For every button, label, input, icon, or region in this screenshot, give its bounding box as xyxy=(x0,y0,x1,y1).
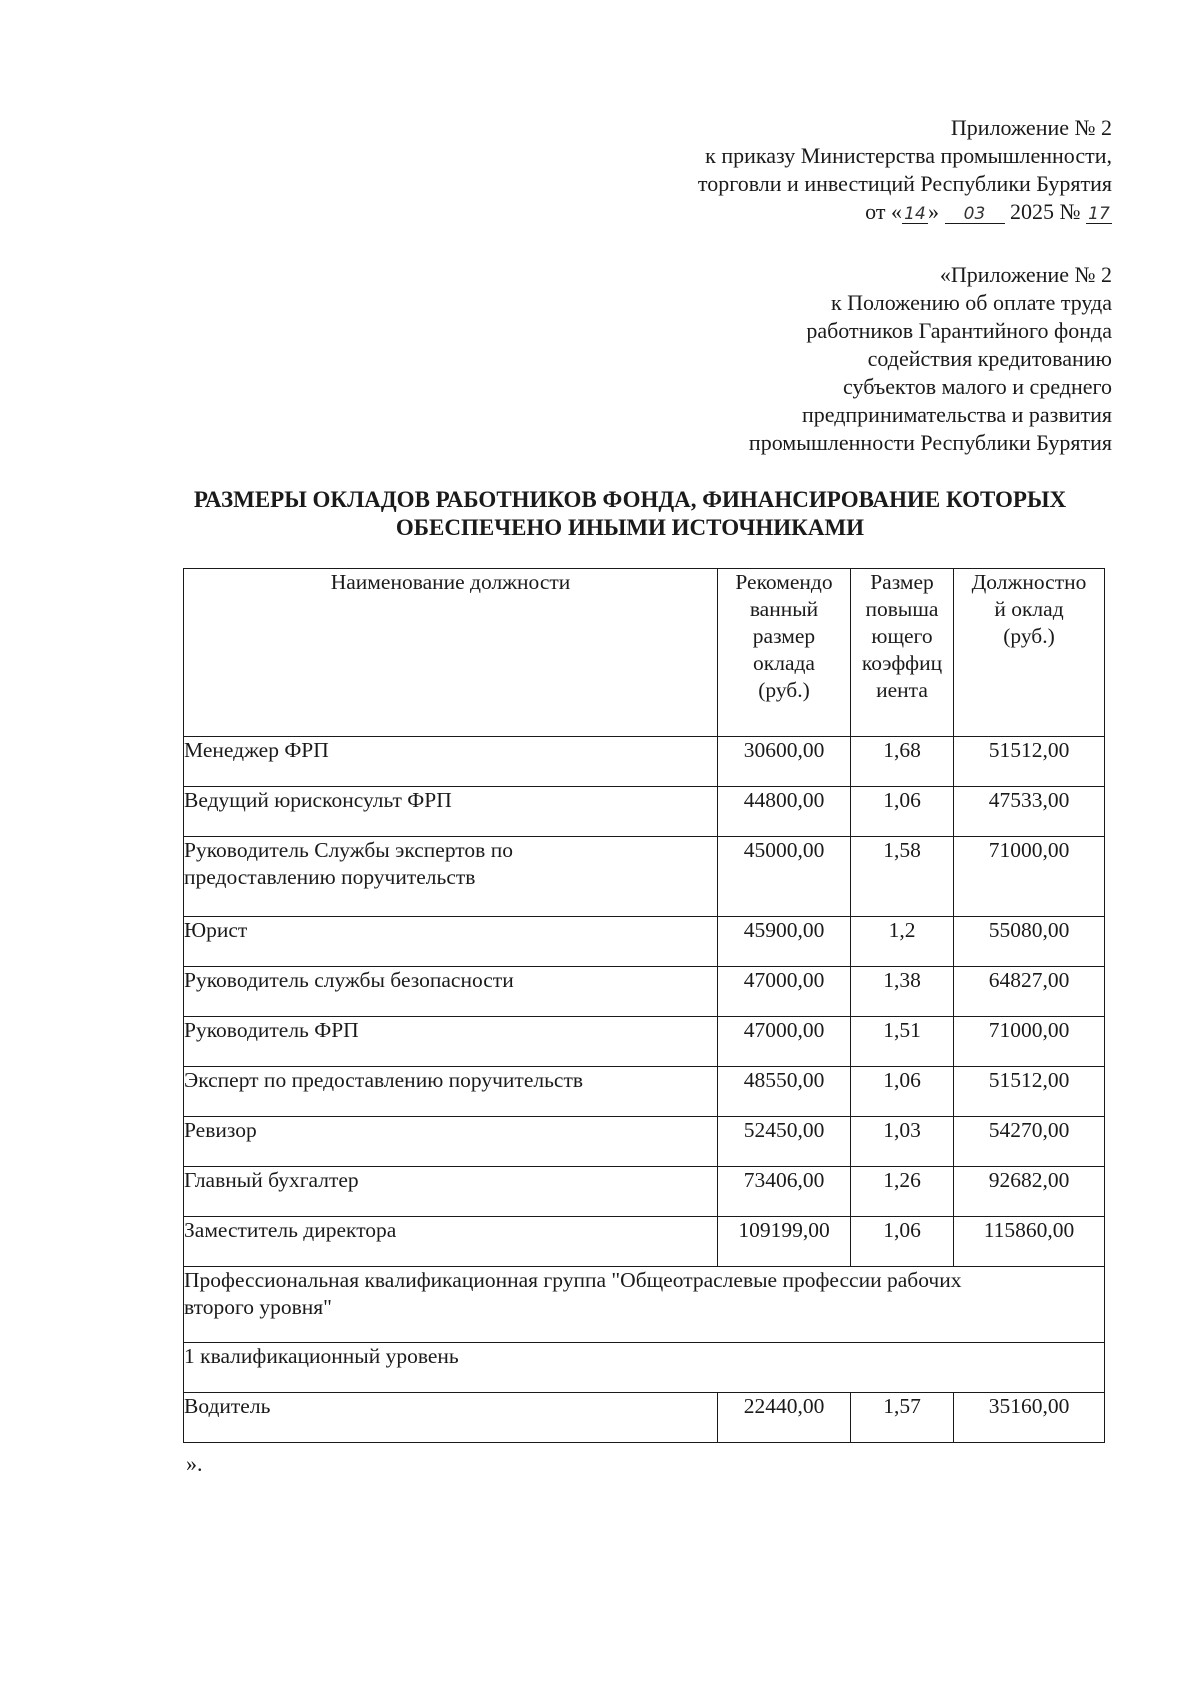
recommended-salary: 44800,00 xyxy=(718,787,851,837)
table-row xyxy=(184,1017,1105,1067)
table-row xyxy=(184,967,1105,1017)
table-row xyxy=(184,1217,1105,1267)
official-salary: 35160,00 xyxy=(954,1393,1105,1443)
position-name: Менеджер ФРП xyxy=(184,737,718,787)
qualification-group xyxy=(184,1267,1105,1343)
table-row xyxy=(184,737,1105,787)
header-line: повыша xyxy=(865,597,939,621)
coefficient: 1,26 xyxy=(851,1167,954,1217)
official-salary: 71000,00 xyxy=(954,837,1105,917)
coefficient: 1,06 xyxy=(851,1067,954,1117)
regulation-line: содействия кредитованию xyxy=(867,346,1112,371)
coefficient: 1,58 xyxy=(851,837,954,917)
position-name: Водитель xyxy=(184,1393,718,1443)
coefficient: 1,38 xyxy=(851,967,954,1017)
position-name: Ревизор xyxy=(184,1117,718,1167)
recommended-salary: 45000,00 xyxy=(718,837,851,917)
header-line: й оклад xyxy=(994,597,1064,621)
document-title xyxy=(150,486,1110,542)
official-salary: 51512,00 xyxy=(954,737,1105,787)
recommended-salary: 48550,00 xyxy=(718,1067,851,1117)
date-year: 2025 № xyxy=(1010,199,1081,224)
qualification-group-line: Профессиональная квалификационная группа "Общеотраслевые профессии рабочих xyxy=(184,1268,962,1292)
header-line: ющего xyxy=(871,624,933,648)
header-recommended-salary xyxy=(718,569,851,737)
level-row xyxy=(184,1343,1105,1393)
official-salary: 55080,00 xyxy=(954,917,1105,967)
handwritten-day: 14 xyxy=(902,205,928,224)
regulation-line: к Положению об оплате труда xyxy=(830,290,1112,315)
title-line: ОБЕСПЕЧЕНО ИНЫМИ ИСТОЧНИКАМИ xyxy=(395,515,865,540)
closing-quote: ». xyxy=(186,1451,203,1476)
recommended-salary: 30600,00 xyxy=(718,737,851,787)
header-line: коэффиц xyxy=(861,651,943,675)
official-salary: 47533,00 xyxy=(954,787,1105,837)
coefficient: 1,03 xyxy=(851,1117,954,1167)
header-line: размер xyxy=(752,624,816,648)
handwritten-number: 17 xyxy=(1086,205,1112,224)
table-row xyxy=(184,1393,1105,1443)
recommended-salary: 47000,00 xyxy=(718,967,851,1017)
recommended-salary: 22440,00 xyxy=(718,1393,851,1443)
official-salary: 71000,00 xyxy=(954,1017,1105,1067)
header-line: (руб.) xyxy=(1003,624,1055,648)
position-name: Заместитель директора xyxy=(184,1217,718,1267)
header-coefficient xyxy=(851,569,954,737)
table-row xyxy=(184,1167,1105,1217)
coefficient: 1,2 xyxy=(851,917,954,967)
recommended-salary: 47000,00 xyxy=(718,1017,851,1067)
order-appendix-line: Приложение № 2 xyxy=(950,115,1112,140)
salary-table xyxy=(183,568,1105,1443)
position-name: Руководитель службы безопасности xyxy=(184,967,718,1017)
coefficient: 1,06 xyxy=(851,1217,954,1267)
position-name: Руководитель ФРП xyxy=(184,1017,718,1067)
header-line: оклада xyxy=(753,651,815,675)
header-line: ванный xyxy=(749,597,819,621)
official-salary: 51512,00 xyxy=(954,1067,1105,1117)
recommended-salary: 109199,00 xyxy=(718,1217,851,1267)
header-line: Должностно xyxy=(971,570,1087,594)
position-name: Главный бухгалтер xyxy=(184,1167,718,1217)
order-appendix-line: торговли и инвестиций Республики Бурятия xyxy=(697,171,1112,196)
date-quote: » xyxy=(928,199,939,224)
header-line: (руб.) xyxy=(758,678,810,702)
header-line: Размер xyxy=(870,570,934,594)
regulation-line: субъектов малого и среднего xyxy=(843,374,1112,399)
qualification-level: 1 квалификационный уровень xyxy=(184,1343,1105,1393)
recommended-salary: 52450,00 xyxy=(718,1117,851,1167)
header-line: иента xyxy=(876,678,928,702)
group-row xyxy=(184,1267,1105,1343)
official-salary: 92682,00 xyxy=(954,1167,1105,1217)
position-name: Ведущий юрисконсульт ФРП xyxy=(184,787,718,837)
header-line: Рекомендо xyxy=(735,570,833,594)
coefficient: 1,57 xyxy=(851,1393,954,1443)
qualification-group-line: второго уровня" xyxy=(184,1295,332,1319)
regulation-line: промышленности Республики Бурятия xyxy=(748,430,1112,455)
official-salary: 54270,00 xyxy=(954,1117,1105,1167)
position-name xyxy=(184,837,718,917)
table-row xyxy=(184,1067,1105,1117)
recommended-salary: 73406,00 xyxy=(718,1167,851,1217)
table-header-row xyxy=(184,569,1105,737)
table-row xyxy=(184,837,1105,917)
regulation-line: предпринимательства и развития xyxy=(801,402,1112,427)
recommended-salary: 45900,00 xyxy=(718,917,851,967)
coefficient: 1,68 xyxy=(851,737,954,787)
regulation-line: работников Гарантийного фонда xyxy=(806,318,1112,343)
date-prefix: от « xyxy=(865,199,902,224)
coefficient: 1,06 xyxy=(851,787,954,837)
title-line: РАЗМЕРЫ ОКЛАДОВ РАБОТНИКОВ ФОНДА, ФИНАНСИРОВАНИЕ КОТОРЫХ xyxy=(193,487,1067,512)
table-row xyxy=(184,917,1105,967)
position-name-line: предоставлению поручительств xyxy=(184,865,476,889)
header-position: Наименование должности xyxy=(184,569,718,737)
handwritten-month: 03 xyxy=(945,205,1005,224)
table-row xyxy=(184,1117,1105,1167)
regulation-appendix-header xyxy=(749,261,1112,457)
order-appendix-header xyxy=(698,114,1112,226)
position-name: Юрист xyxy=(184,917,718,967)
regulation-line: «Приложение № 2 xyxy=(939,262,1112,287)
official-salary: 64827,00 xyxy=(954,967,1105,1017)
table-row xyxy=(184,787,1105,837)
header-official-salary xyxy=(954,569,1105,737)
order-appendix-line: к приказу Министерства промышленности, xyxy=(705,143,1112,168)
position-name-line: Руководитель Службы экспертов по xyxy=(184,838,513,862)
official-salary: 115860,00 xyxy=(954,1217,1105,1267)
position-name: Эксперт по предоставлению поручительств xyxy=(184,1067,718,1117)
coefficient: 1,51 xyxy=(851,1017,954,1067)
order-date-line xyxy=(698,198,1112,226)
